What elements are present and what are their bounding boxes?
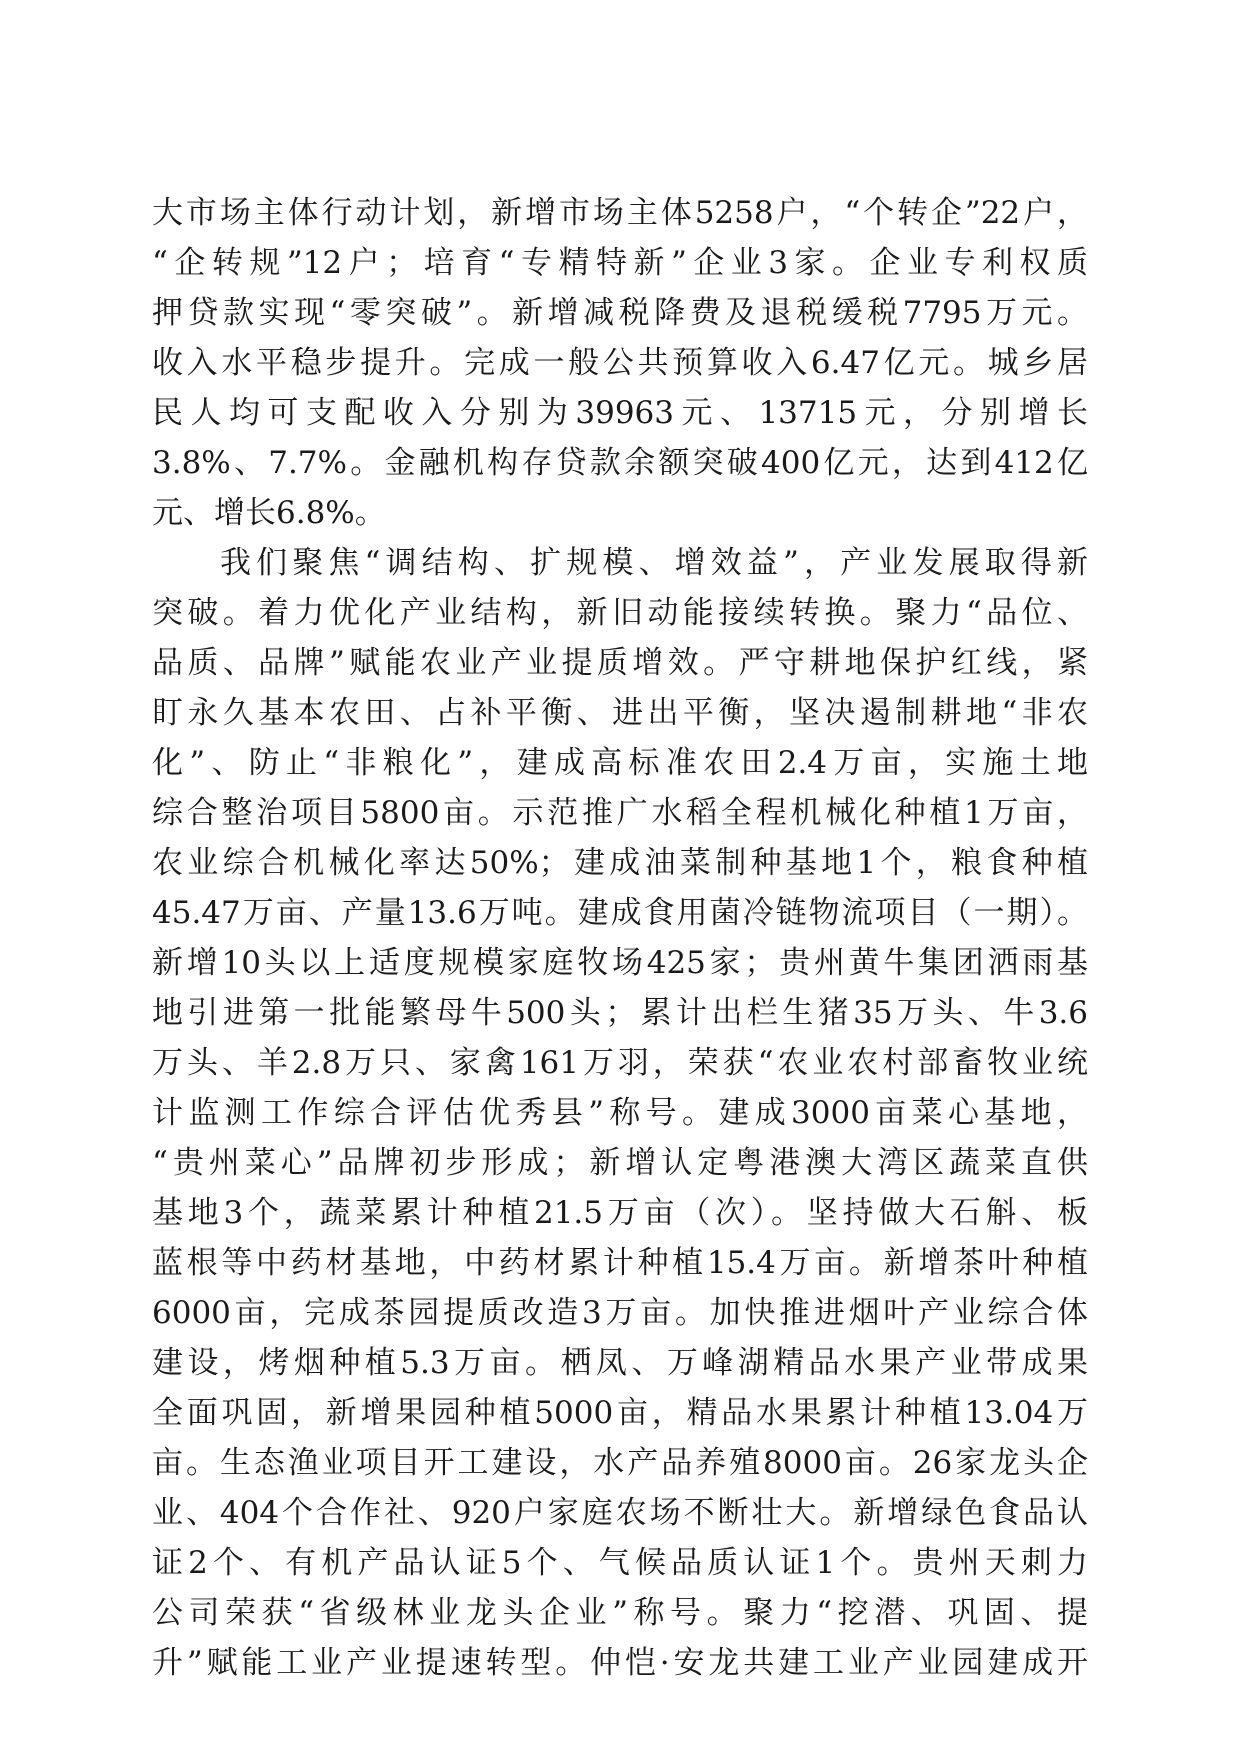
text-line: 万头、羊2.8万只、家禽161万羽，荣获“农业农村部畜牧业统 bbox=[152, 1045, 1088, 1081]
text-line: “企转规”12户；培育“专精特新”企业3家。企业专利权质 bbox=[152, 245, 1088, 281]
text-line: 亩。生态渔业项目开工建设，水产品养殖8000亩。26家龙头企 bbox=[152, 1445, 1088, 1481]
text-line bbox=[152, 1688, 1088, 1738]
text-line: 全面巩固，新增果园种植5000亩，精品水果累计种植13.04万 bbox=[152, 1395, 1088, 1431]
text-line: 地引进第一批能繁母牛500头；累计出栏生猪35万头、牛3.6 bbox=[152, 995, 1088, 1031]
text-line: 突破。着力优化产业结构，新旧动能接续转换。聚力“品位、 bbox=[152, 595, 1088, 631]
text-line: 综合整治项目5800亩。示范推广水稻全程机械化种植1万亩， bbox=[152, 795, 1088, 831]
text-line: 升”赋能工业产业提速转型。仲恺·安龙共建工业产业园建成开 bbox=[152, 1645, 1088, 1681]
text-line: 品质、品牌”赋能农业产业提质增效。严守耕地保护红线，紧 bbox=[152, 645, 1088, 681]
paragraph-1 bbox=[152, 188, 1088, 538]
text-line: 45.47万亩、产量13.6万吨。建成食用菌冷链物流项目（一期）。 bbox=[152, 895, 1088, 931]
text-line: 公司荣获“省级林业龙头企业”称号。聚力“挖潜、巩固、提 bbox=[152, 1595, 1088, 1631]
text-line: 民人均可支配收入分别为39963元、13715元，分别增长 bbox=[152, 395, 1088, 431]
text-line: 元、增长6.8%。 bbox=[152, 495, 386, 531]
text-line: 新增10头以上适度规模家庭牧场425家；贵州黄牛集团洒雨基 bbox=[152, 945, 1088, 981]
text-line: 3.8%、7.7%。金融机构存贷款余额突破400亿元，达到412亿 bbox=[152, 445, 1088, 481]
text-line: “贵州菜心”品牌初步形成；新增认定粤港澳大湾区蔬菜直供 bbox=[152, 1145, 1088, 1181]
text-line: 建设，烤烟种植5.3万亩。栖凤、万峰湖精品水果产业带成果 bbox=[152, 1345, 1088, 1381]
text-line: 我们聚焦“调结构、扩规模、增效益”，产业发展取得新 bbox=[220, 545, 1088, 581]
text-line: 6000亩，完成茶园提质改造3万亩。加快推进烟叶产业综合体 bbox=[152, 1295, 1088, 1331]
text-line: 蓝根等中药材基地，中药材累计种植15.4万亩。新增茶叶种植 bbox=[152, 1245, 1088, 1281]
paragraph-2 bbox=[152, 538, 1088, 1738]
text-line: 基地3个，蔬菜累计种植21.5万亩（次）。坚持做大石斛、板 bbox=[152, 1195, 1088, 1231]
text-line: 业、404个合作社、920户家庭农场不断壮大。新增绿色食品认 bbox=[152, 1495, 1088, 1531]
text-line: 农业综合机械化率达50%；建成油菜制种基地1个，粮食种植 bbox=[152, 845, 1088, 881]
text-line: 证2个、有机产品认证5个、气候品质认证1个。贵州天刺力 bbox=[152, 1545, 1088, 1581]
body-text bbox=[152, 188, 1088, 1738]
text-line: 化”、防止“非粮化”，建成高标准农田2.4万亩，实施土地 bbox=[152, 745, 1088, 781]
text-line: 收入水平稳步提升。完成一般公共预算收入6.47亿元。城乡居 bbox=[152, 345, 1088, 381]
text-line: 计监测工作综合评估优秀县”称号。建成3000亩菜心基地， bbox=[152, 1095, 1088, 1131]
text-line: 大市场主体行动计划，新增市场主体5258户，“个转企”22户， bbox=[152, 195, 1088, 231]
text-line: 盯永久基本农田、占补平衡、进出平衡，坚决遏制耕地“非农 bbox=[152, 695, 1088, 731]
text-line: 押贷款实现“零突破”。新增减税降费及退税缓税7795万元。 bbox=[152, 295, 1088, 331]
